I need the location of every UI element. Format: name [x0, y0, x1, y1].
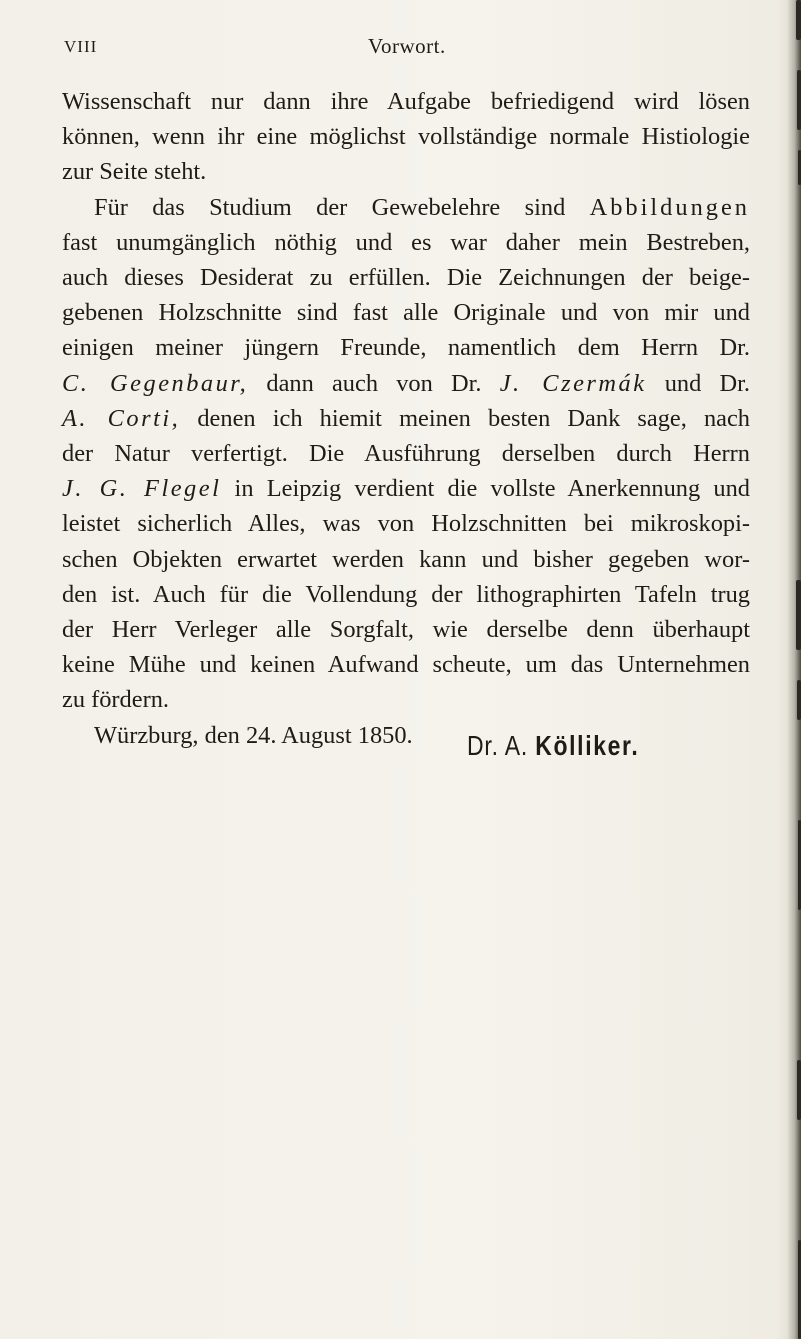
text-line: zur Seite steht. [62, 158, 207, 186]
text-line: gebenen Holzschnitte sind fast alle Originale und von mir und [62, 299, 750, 327]
scan-mark [797, 1060, 801, 1120]
text-line: der Herr Verleger alle Sorgfalt, wie derselbe denn überhaupt [62, 616, 750, 644]
text-line [62, 190, 750, 225]
scan-mark [797, 70, 801, 130]
person-name: A. Corti, [62, 404, 181, 432]
scan-mark [796, 580, 801, 650]
text-segment: in Leipzig verdient die vollste Anerkennung und [221, 475, 750, 503]
person-name: J. G. Flegel [62, 475, 222, 503]
text-line [62, 471, 750, 506]
text-segment: und Dr. [646, 369, 750, 397]
text-line: der Natur verfertigt. Die Ausführung derselben durch Herrn [62, 440, 750, 468]
body-text [62, 84, 750, 753]
scan-mark [796, 0, 801, 40]
text-line [62, 366, 750, 401]
text-line: Wissenschaft nur dann ihre Aufgabe befriedigend wird lösen [62, 88, 750, 115]
person-name: J. Czermák [499, 369, 647, 397]
running-title: Vorwort. [368, 34, 446, 58]
text-line: auch dieses Desiderat zu erfüllen. Die Zeichnungen der beige- [62, 264, 750, 292]
text-line [62, 401, 750, 436]
scan-mark [797, 680, 801, 720]
text-segment: dann auch von Dr. [248, 369, 500, 397]
text-line: den ist. Auch für die Vollendung der lithographirten Tafeln trug [62, 580, 750, 608]
page-edge-shadow [787, 0, 801, 1339]
text-line: zu fördern. [62, 686, 169, 714]
spaced-term: Abbildungen [589, 193, 750, 221]
dateline: Würzburg, den 24. August 1850. [94, 721, 413, 749]
text-line: keine Mühe und keinen Aufwand scheute, um das Unternehmen [62, 651, 750, 679]
page-number: VIII [64, 37, 98, 56]
text-line: können, wenn ihr eine möglichst vollständige normale Histiologie [62, 123, 750, 151]
text-line: leistet sicherlich Alles, was von Holzschnitten bei mikroskopi- [62, 510, 750, 538]
person-name: C. Gegenbaur, [62, 369, 249, 397]
text-segment: Für das Studium der Gewebelehre sind [94, 193, 590, 221]
signature-prefix: Dr. A. [467, 730, 536, 761]
running-head [64, 34, 764, 63]
text-segment: denen ich hiemit meinen besten Dank sage, nach [180, 404, 750, 432]
text-line: schen Objekten erwartet werden kann und bisher gegeben wor- [62, 545, 750, 573]
signature [467, 730, 639, 762]
signature-name: Kölliker. [535, 730, 640, 761]
text-line: fast unumgänglich nöthig und es war daher mein Bestreben, [62, 228, 750, 256]
text-line: einigen meiner jüngern Freunde, namentlich dem Herrn Dr. [62, 334, 750, 362]
